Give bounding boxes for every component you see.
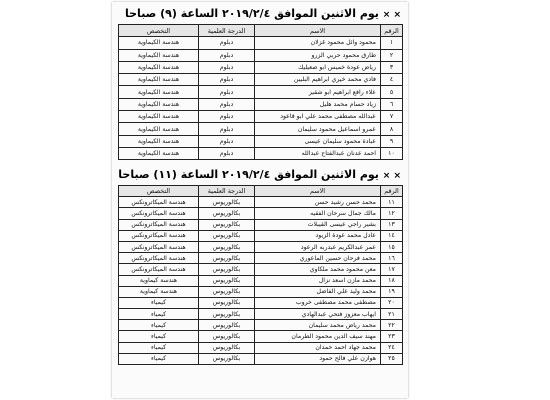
row-number: ٤ [381, 74, 403, 86]
row-name: طارق محمود حربي الزرو [255, 49, 381, 61]
row-number: ١٧ [381, 264, 403, 275]
row-specialty: هندسة الميكاترونكس [119, 253, 199, 264]
row-degree: دبلوم [199, 61, 255, 73]
document-page [112, 2, 408, 398]
header-specialty: التخصص [119, 25, 199, 37]
table-row [119, 275, 403, 286]
row-specialty: هندسة الكيماوية [119, 49, 199, 61]
row-specialty: كيمياء [119, 342, 199, 353]
row-number: ٣ [381, 61, 403, 73]
row-number: ١٤ [381, 230, 403, 241]
row-number: ٢ [381, 49, 403, 61]
row-name: بشير راجي عيسى القيبلات [255, 219, 381, 230]
row-number: ٦ [381, 98, 403, 110]
row-degree: بكالوريوس [199, 275, 255, 286]
table-row [119, 297, 403, 308]
table-row [119, 111, 403, 123]
row-degree: بكالوريوس [199, 342, 255, 353]
row-name: ايهاب معزوز فتحي عبدالهادي [255, 309, 381, 320]
table-row [119, 74, 403, 86]
row-number: ٢٥ [381, 353, 403, 364]
row-name: عبدالله مصطفى محمد علي ابو قاعود [255, 111, 381, 123]
row-number: ١١ [381, 197, 403, 208]
header-name: الاسم [255, 25, 381, 37]
row-name: زياد حسام محمد هليل [255, 98, 381, 110]
row-degree: دبلوم [199, 111, 255, 123]
row-number: ١٩ [381, 286, 403, 297]
row-number: ٩ [381, 135, 403, 147]
row-number: ١٣ [381, 219, 403, 230]
table-row [119, 135, 403, 147]
row-specialty: كيمياء [119, 320, 199, 331]
table-row [119, 286, 403, 297]
row-degree: دبلوم [199, 74, 255, 86]
table-row [119, 241, 403, 252]
row-degree: بكالوريوس [199, 197, 255, 208]
row-degree: بكالوريوس [199, 230, 255, 241]
table-row [119, 219, 403, 230]
row-number: ١٦ [381, 253, 403, 264]
row-specialty: هندسة الكيماوية [119, 37, 199, 49]
table-row [119, 37, 403, 49]
table-row [119, 49, 403, 61]
header-name: الاسم [255, 186, 381, 197]
header-num: الرقم [381, 25, 403, 37]
section-1-title [116, 5, 404, 23]
row-name: عمر عبدالكريم عبدربه الرعود [255, 241, 381, 252]
section-1-title-text: يوم الاثنين الموافق ٢٠١٩/٢/٤ الساعة (٩) صباحا [125, 7, 379, 20]
header-num: الرقم [381, 186, 403, 197]
row-degree: بكالوريوس [199, 353, 255, 364]
row-specialty: هندسة الميكاترونكس [119, 208, 199, 219]
row-number: ٧ [381, 111, 403, 123]
row-specialty: كيمياء [119, 331, 199, 342]
row-name: رياض عودة خميس ابو صعيليك [255, 61, 381, 73]
row-degree: بكالوريوس [199, 286, 255, 297]
row-name: محمد فرحان حسين الماعوري [255, 253, 381, 264]
table-row [119, 86, 403, 98]
row-specialty: هندسة كيماوية [119, 275, 199, 286]
row-specialty: هندسة الميكاترونكس [119, 219, 199, 230]
row-specialty: هندسة الكيماوية [119, 135, 199, 147]
row-name: محمود وائل محمود غزلان [255, 37, 381, 49]
table-row [119, 264, 403, 275]
header-degree: الدرجة العلمية [199, 186, 255, 197]
row-number: ١٠ [381, 147, 403, 159]
section-2-title [116, 166, 404, 184]
row-degree: دبلوم [199, 135, 255, 147]
header-specialty: التخصص [119, 186, 199, 197]
table-row [119, 320, 403, 331]
row-name: معن محمود محمد ملكاوي [255, 264, 381, 275]
row-specialty: هندسة الميكاترونكس [119, 197, 199, 208]
row-number: ٨ [381, 123, 403, 135]
table-header-row [119, 186, 403, 197]
row-degree: بكالوريوس [199, 331, 255, 342]
table-row [119, 147, 403, 159]
row-name: محمد وليد علي الفاضل [255, 286, 381, 297]
table-row [119, 98, 403, 110]
row-degree: دبلوم [199, 123, 255, 135]
row-specialty: هندسة الميكاترونكس [119, 241, 199, 252]
table-row [119, 208, 403, 219]
section-2-title-text: يوم الاثنين الموافق ٢٠١٩/٢/٤ الساعة (١١) صباحا [118, 168, 379, 181]
row-degree: بكالوريوس [199, 253, 255, 264]
row-specialty: هندسة الكيماوية [119, 111, 199, 123]
row-degree: بكالوريوس [199, 264, 255, 275]
table-row [119, 197, 403, 208]
row-number: ٢٤ [381, 342, 403, 353]
row-name: محمد رياض محمد سليمان [255, 320, 381, 331]
row-degree: بكالوريوس [199, 241, 255, 252]
section-2-marks: × × [382, 171, 401, 181]
table-row [119, 353, 403, 364]
section-1-marks: × × [382, 10, 401, 20]
row-number: ١٢ [381, 208, 403, 219]
row-specialty: هندسة الكيماوية [119, 147, 199, 159]
table-row [119, 230, 403, 241]
row-degree: دبلوم [199, 98, 255, 110]
section-2-table [118, 185, 403, 365]
row-degree: بكالوريوس [199, 297, 255, 308]
row-name: احمد عدنان عبدالفتاح عبدالله [255, 147, 381, 159]
row-specialty: هندسة الكيماوية [119, 98, 199, 110]
row-number: ٥ [381, 86, 403, 98]
row-degree: دبلوم [199, 86, 255, 98]
row-specialty: هندسة كيماوية [119, 286, 199, 297]
row-name: محمد مازن اسعد نزال [255, 275, 381, 286]
row-specialty: كيمياء [119, 309, 199, 320]
header-degree: الدرجة العلمية [199, 25, 255, 37]
row-degree: بكالوريوس [199, 320, 255, 331]
table-header-row [119, 25, 403, 37]
row-specialty: هندسة الكيماوية [119, 61, 199, 73]
row-degree: بكالوريوس [199, 208, 255, 219]
row-name: هوازن علي فالح حمود [255, 353, 381, 364]
section-1-table [118, 24, 403, 160]
table-row [119, 342, 403, 353]
row-specialty: هندسة الكيماوية [119, 74, 199, 86]
row-specialty: هندسة الكيماوية [119, 86, 199, 98]
row-name: فادي محمد خيري ابراهيم البليبن [255, 74, 381, 86]
table-row [119, 331, 403, 342]
table-row [119, 309, 403, 320]
table-row [119, 61, 403, 73]
row-name: مالك جمال سرحان الفقيه [255, 208, 381, 219]
row-number: ٢٣ [381, 331, 403, 342]
row-name: محمد حسن رشيد حسن [255, 197, 381, 208]
row-specialty: هندسة الميكاترونكس [119, 230, 199, 241]
row-name: عادل محمد عودة الزيود [255, 230, 381, 241]
row-name: عمرو اسماعيل محمود سليمان [255, 123, 381, 135]
row-degree: دبلوم [199, 147, 255, 159]
row-name: علاء رافع ابراهيم ابو شقير [255, 86, 381, 98]
row-number: ١ [381, 37, 403, 49]
row-number: ٢٠ [381, 297, 403, 308]
row-name: مصطفى محمد مصطفى خروب [255, 297, 381, 308]
row-specialty: هندسة الكيماوية [119, 123, 199, 135]
row-specialty: كيمياء [119, 353, 199, 364]
row-name: محمد جهاد احمد حمدان [255, 342, 381, 353]
row-number: ٢٢ [381, 320, 403, 331]
row-specialty: هندسة الميكاترونكس [119, 264, 199, 275]
table-row [119, 253, 403, 264]
row-number: ١٨ [381, 275, 403, 286]
row-specialty: كيمياء [119, 297, 199, 308]
row-degree: دبلوم [199, 49, 255, 61]
row-name: عبادة محمود سليمان عيسى [255, 135, 381, 147]
row-degree: بكالوريوس [199, 219, 255, 230]
row-degree: دبلوم [199, 37, 255, 49]
row-name: مهند سيف الدين محمود الطرمان [255, 331, 381, 342]
row-degree: بكالوريوس [199, 309, 255, 320]
row-number: ١٥ [381, 241, 403, 252]
row-number: ٢١ [381, 309, 403, 320]
table-row [119, 123, 403, 135]
